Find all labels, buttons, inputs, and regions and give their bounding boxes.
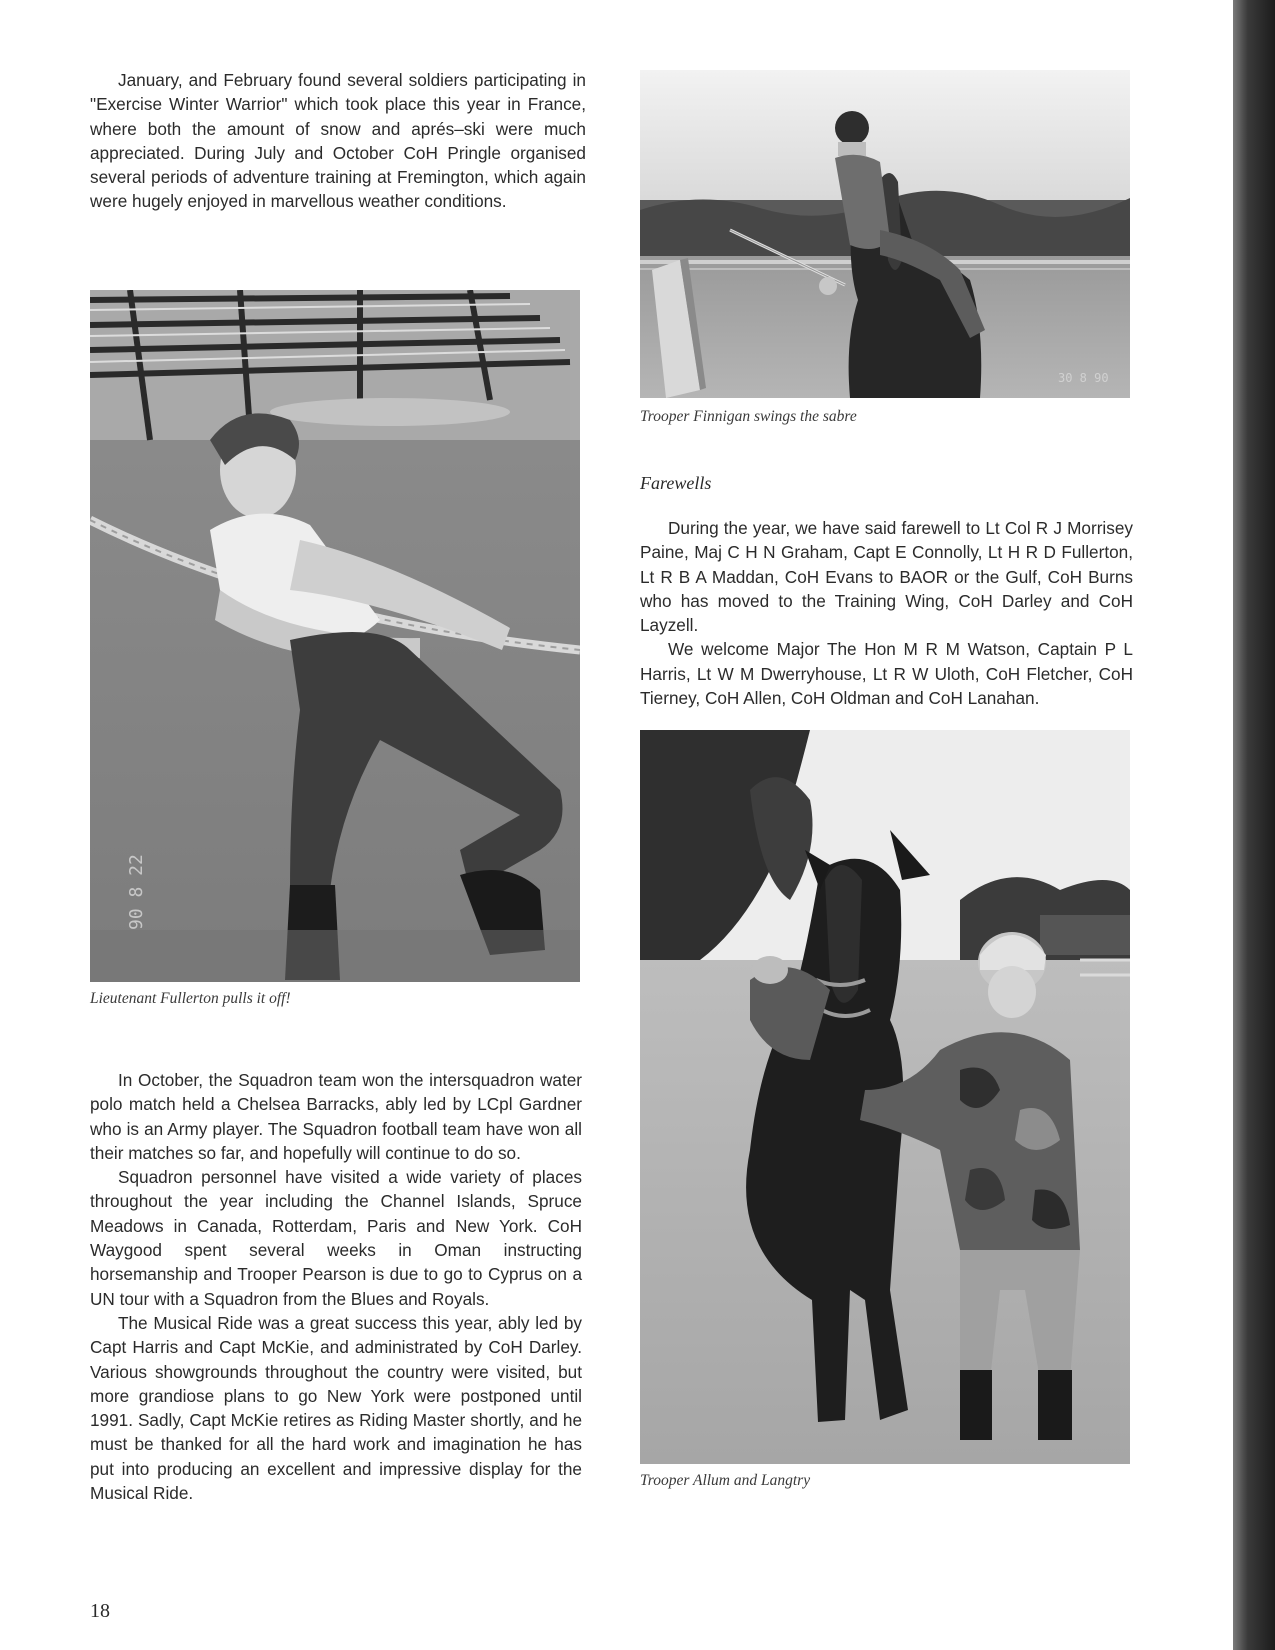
photo-trooper-sabre [640,70,1130,398]
farewells-paragraph-1: During the year, we have said farewell to Lt Col R J Morrisey Paine, Maj C H N Graham, Capt E Connolly, Lt H R D Fullerton, Lt R B A Maddan, CoH Evans to BAOR or the Gulf, CoH Burns who has moved to the Training Wing, CoH Darley and CoH Layzell. [640,518,1133,636]
photo-tug-of-war [90,290,580,982]
photo-trooper-horse [640,730,1130,1464]
caption-horse: Trooper Allum and Langtry [640,1472,811,1489]
photo-date-stamp: 90 8 22 [126,854,147,930]
intro-paragraph: January, and February found several soldiers participating in "Exercise Winter Warrior" which took place this year in France, where both the amount of snow and aprés–ski were much appreciated. During July and October CoH Pringle organised several periods of adventure training at Fremington, which again were hugely enjoyed in marvellous weather conditions. [90,70,586,212]
lower-text-block [90,1068,582,1505]
binding-gutter-shadow [1233,0,1275,1650]
farewells-text-block [640,516,1133,710]
svg-text:30 8 90: 30 8 90 [1058,371,1109,385]
page-number: 18 [90,1600,110,1622]
paragraph-musical-ride: The Musical Ride was a great success this year, ably led by Capt Harris and Capt McKie, and administrated by CoH Darley. Various showgrounds throughout the country were visited, but more grandiose plans to go New York were postponed until 1991. Sadly, Capt McKie retires as Riding Master shortly, and he must be thanked for all the hard work and imagination he has put into producing an excellent and impressive display for the Musical Ride. [90,1312,582,1504]
caption-sabre: Trooper Finnigan swings the sabre [640,408,857,425]
farewells-paragraph-2: We welcome Major The Hon M R M Watson, Captain P L Harris, Lt W M Dwerryhouse, Lt R W Uloth, CoH Fletcher, CoH Tierney, CoH Allen, CoH Oldman and CoH Lanahan. [640,639,1133,709]
paragraph-water-polo: In October, the Squadron team won the intersquadron water polo match held a Chelsea Barracks, ably led by LCpl Gardner who is an Army player. The Squadron football team have won all their matches so far, and hopefully will continue to do so. [90,1070,582,1163]
caption-tug: Lieutenant Fullerton pulls it off! [90,990,291,1007]
intro-text-block [90,68,586,214]
paragraph-visits: Squadron personnel have visited a wide variety of places throughout the year including the Channel Islands, Spruce Meadows in Canada, Rotterdam, Paris and New York. CoH Waygood spent several weeks in Oman instructing horsemanship and Trooper Pearson is due to go to Cyprus on a UN tour with a Squadron from the Blues and Royals. [90,1167,582,1309]
farewells-heading: Farewells [640,473,712,493]
